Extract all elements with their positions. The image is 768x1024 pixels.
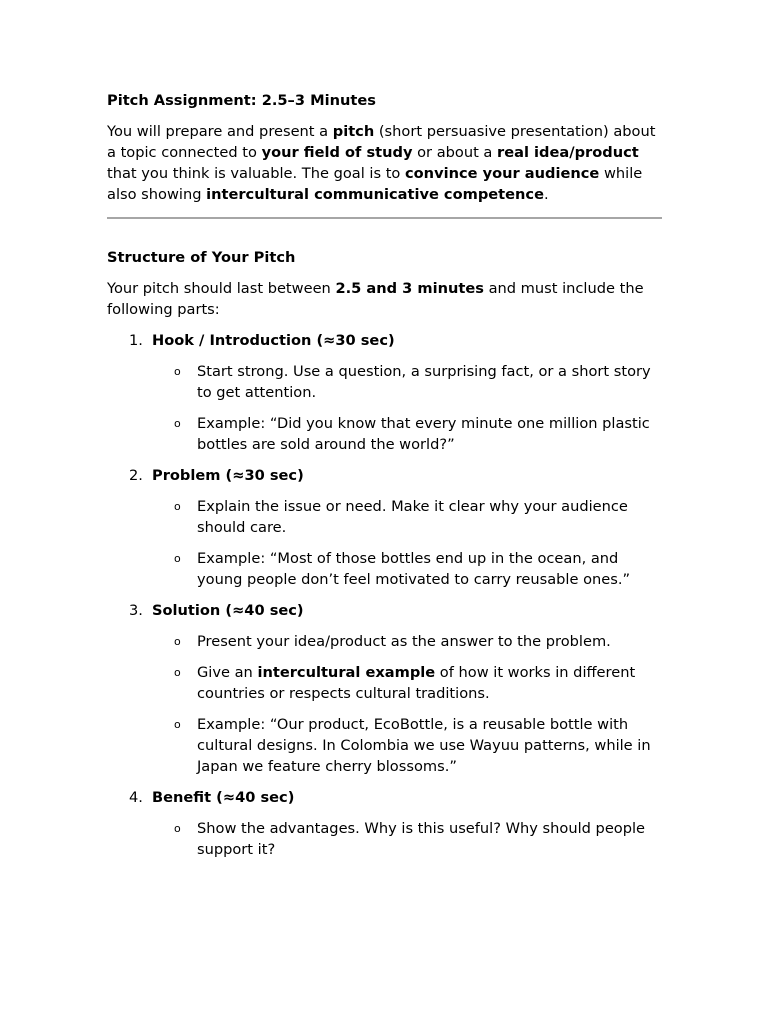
section-heading: Structure of Your Pitch [107,249,296,266]
intro-emphasis: real idea/product [497,144,639,161]
bullet-text-part: of how it works in different countries or respects cultural traditions. [197,664,636,702]
step-bullet-list [152,496,662,590]
bullet-emphasis: intercultural example [257,664,436,681]
pitch-step [107,465,662,590]
intro-text: . [543,186,549,203]
step-number: 3. [129,602,143,619]
intro-text: (short persuasive presentation) about a topic connected to [107,123,656,161]
intro-paragraph [107,121,662,205]
step-number: 4. [129,789,143,806]
circle-bullet-icon: o [174,365,181,378]
bullet-item [152,631,662,652]
bullet-text: Example: “Our product, EcoBottle, is a reusable bottle with cultural designs. In Colombia we use Wayuu patterns, while in Japan we feature cherry blossoms.” [197,716,651,775]
step-number: 2. [129,467,143,484]
bullet-item [152,413,662,455]
intro-emphasis: intercultural communicative competence [206,186,544,203]
intro-text: while also showing [107,165,643,203]
bullet-item [152,714,662,777]
bullet-item [152,662,662,704]
bullet-text: Start strong. Use a question, a surprising fact, or a short story to get attention. [197,363,651,401]
lead-emphasis: 2.5 and 3 minutes [335,280,484,297]
circle-bullet-icon: o [174,666,181,679]
step-bullet-list [152,631,662,777]
circle-bullet-icon: o [174,822,181,835]
circle-bullet-icon: o [174,500,181,513]
lead-text: Your pitch should last between [107,280,336,297]
step-bullet-list [152,361,662,455]
document-title: Pitch Assignment: 2.5–3 Minutes [107,92,376,109]
pitch-step [107,600,662,777]
step-title: Benefit (≈40 sec) [152,789,295,806]
intro-emphasis: your field of study [261,144,413,161]
bullet-text-part: Give an [197,664,258,681]
intro-text: that you think is valuable. The goal is to [107,165,405,182]
step-number: 1. [129,332,143,349]
circle-bullet-icon: o [174,552,181,565]
bullet-text: Explain the issue or need. Make it clear why your audience should care. [197,498,628,536]
intro-text: You will prepare and present a [107,123,333,140]
circle-bullet-icon: o [174,635,181,648]
bullet-text: Show the advantages. Why is this useful? Why should people support it? [197,820,646,858]
structure-lead-paragraph [107,278,662,320]
bullet-text: Example: “Most of those bottles end up in the ocean, and young people don’t feel motivated to carry reusable ones.” [197,550,631,588]
bullet-text: Example: “Did you know that every minute one million plastic bottles are sold around the world?” [197,415,650,453]
lead-text: and must include the following parts: [107,280,644,318]
intro-emphasis: convince your audience [405,165,600,182]
step-title: Solution (≈40 sec) [152,602,304,619]
circle-bullet-icon: o [174,417,181,430]
circle-bullet-icon: o [174,718,181,731]
pitch-step [107,330,662,455]
bullet-item [152,818,662,860]
bullet-item [152,548,662,590]
pitch-steps-list [107,330,662,860]
intro-text: or about a [412,144,498,161]
step-bullet-list [152,818,662,860]
bullet-text [197,664,635,702]
horizontal-divider [107,217,662,219]
step-title: Hook / Introduction (≈30 sec) [152,332,395,349]
bullet-item [152,496,662,538]
bullet-item [152,361,662,403]
intro-emphasis: pitch [332,123,375,140]
pitch-step [107,787,662,860]
step-title: Problem (≈30 sec) [152,467,304,484]
bullet-text: Present your idea/product as the answer to the problem. [197,633,611,650]
document-page [107,90,662,870]
